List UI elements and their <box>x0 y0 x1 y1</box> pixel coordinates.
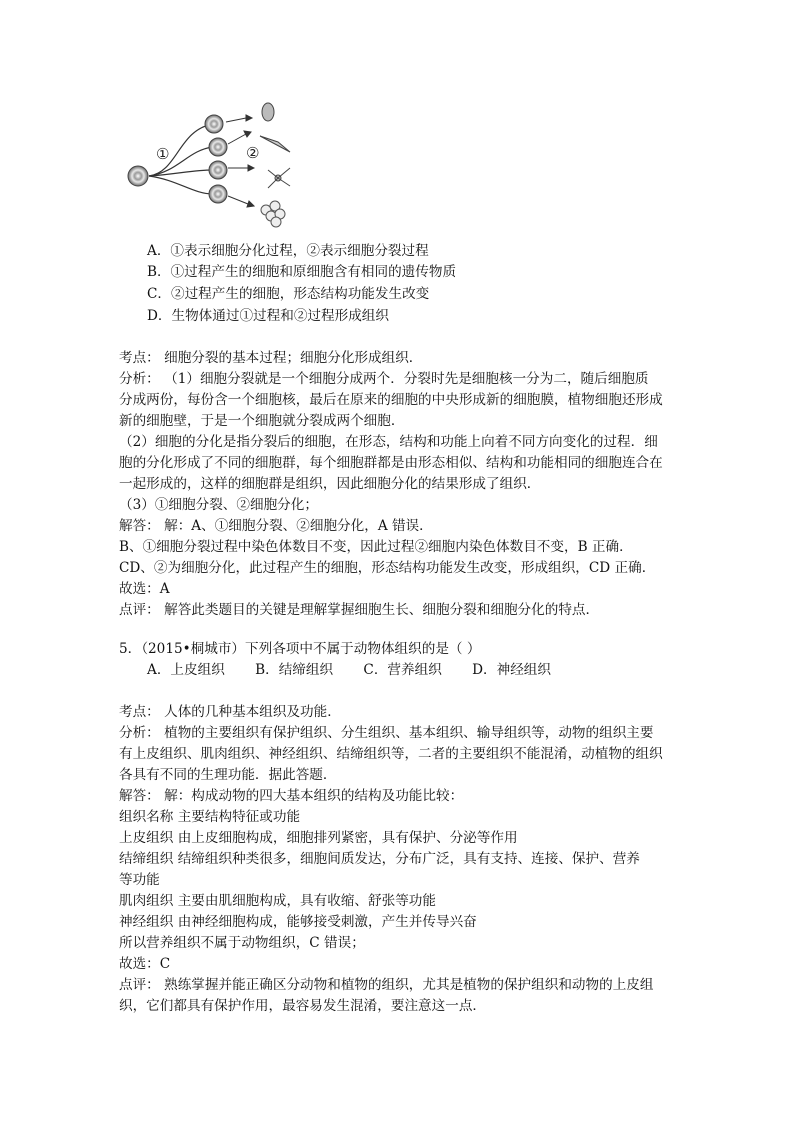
muscle-cell-shape <box>260 136 290 152</box>
q4-analysis-line: （2）细胞的分化是指分裂后的细胞，在形态，结构和功能上向着不同方向变化的过程．细 <box>119 434 658 450</box>
q5-analysis-line: 织，它们都具有保护作用，最容易发生混淆，要注意这一点． <box>119 998 487 1014</box>
q4-option-d: D．生物体通过①过程和②过程形成组织 <box>147 308 389 324</box>
q5-stem: 5．（2015•桐城市）下列各项中不属于动物体组织的是（ ） <box>119 641 481 657</box>
q5-analysis-line: 故选：C <box>119 956 171 972</box>
q4-analysis-line: 分成两份，每份含一个细胞核，最后在原来的细胞的中央形成新的细胞膜，植物细胞还形成 <box>119 392 663 408</box>
q4-analysis-line: 故选：A <box>119 581 170 597</box>
label-1: ① <box>156 145 170 163</box>
q5-analysis-line: 组织名称 主要结构特征或功能 <box>119 809 301 825</box>
q5-analysis-line: 各具有不同的生理功能．据此答题． <box>119 767 337 783</box>
daughter-cell <box>205 115 223 133</box>
q5-analysis-line: 结缔组织 结缔组织种类很多，细胞间质发达，分布广泛，具有支持、连接、保护、营养 <box>119 851 640 867</box>
q4-option-b: B．①过程产生的细胞和原细胞含有相同的遗传物质 <box>147 264 457 280</box>
nerve-cell-shape <box>268 168 290 188</box>
q5-option-d: D．神经组织 <box>472 662 551 678</box>
q5-options <box>147 660 577 681</box>
q5-analysis-line: 有上皮组织、肌肉组织、神经组织、结缔组织等，二者的主要组织不能混淆，动植物的组织 <box>119 746 663 762</box>
q4-option-c: C．②过程产生的细胞，形态结构功能发生改变 <box>147 286 430 302</box>
q5-option-c: C．营养组织 <box>363 662 442 678</box>
q5-analysis-line: 肌肉组织 主要由肌细胞构成，具有收缩、舒张等功能 <box>119 893 436 909</box>
blood-cell-shape <box>262 103 274 121</box>
q4-analysis-line: 考点： 细胞分裂的基本过程；细胞分化形成组织． <box>119 350 423 366</box>
q4-analysis-line: 新的细胞壁，于是一个细胞就分裂成两个细胞． <box>119 413 405 429</box>
q4-analysis-line: 一起形成的，这样的细胞群是组织，因此细胞分化的结果形成了组织． <box>119 476 541 492</box>
tissue-cluster-shape <box>261 201 285 227</box>
q5-option-b: B．结缔组织 <box>255 662 334 678</box>
daughter-cell <box>209 185 227 203</box>
daughter-cell <box>209 138 227 156</box>
q5-option-a: A．上皮组织 <box>147 662 225 678</box>
q4-analysis-line: CD、②为细胞分化，此过程产生的细胞，形态结构功能发生改变，形成组织，CD 正确． <box>119 560 656 576</box>
q5-analysis-line: 神经组织 由神经细胞构成，能够接受刺激，产生并传导兴奋 <box>119 914 477 930</box>
q5-analysis-line: 上皮组织 由上皮细胞构成，细胞排列紧密，具有保护、分泌等作用 <box>119 830 518 846</box>
origin-cell <box>128 166 148 186</box>
q4-analysis-line: 点评： 解答此类题目的关键是理解掌握细胞生长、细胞分裂和细胞分化的特点． <box>119 602 600 618</box>
q5-analysis-line: 解答： 解：构成动物的四大基本组织的结构及功能比较： <box>119 788 464 804</box>
q5-analysis-line: 点评： 熟练掌握并能正确区分动物和植物的组织，尤其是植物的保护组织和动物的上皮组 <box>119 977 654 993</box>
q5-analysis-line: 考点： 人体的几种基本组织及功能． <box>119 704 341 720</box>
q4-analysis-line: （3）①细胞分裂、②细胞分化； <box>119 497 318 513</box>
q4-analysis-line: B、①细胞分裂过程中染色体数目不变，因此过程②细胞内染色体数目不变，B 正确． <box>119 539 633 555</box>
daughter-cell <box>209 161 227 179</box>
q4-analysis-line: 胞的分化形成了不同的细胞群，每个细胞群都是由形态相似、结构和功能相同的细胞连合在 <box>119 455 663 471</box>
q5-analysis-line: 所以营养组织不属于动物组织，C 错误； <box>119 935 365 951</box>
label-2: ② <box>246 144 260 162</box>
q4-analysis-line: 分析： （1）细胞分裂就是一个细胞分成两个．分裂时先是细胞核一分为二，随后细胞质 <box>119 371 649 387</box>
q5-analysis-line: 等功能 <box>119 872 160 888</box>
cell-diagram <box>118 92 308 232</box>
q4-analysis-line: 解答： 解：A、①细胞分裂、②细胞分化，A 错误． <box>119 518 433 534</box>
q4-option-a: A．①表示细胞分化过程，②表示细胞分裂过程 <box>147 243 429 259</box>
q5-analysis-line: 分析： 植物的主要组织有保护组织、分生组织、基本组织、输导组织等，动物的组织主要 <box>119 725 654 741</box>
